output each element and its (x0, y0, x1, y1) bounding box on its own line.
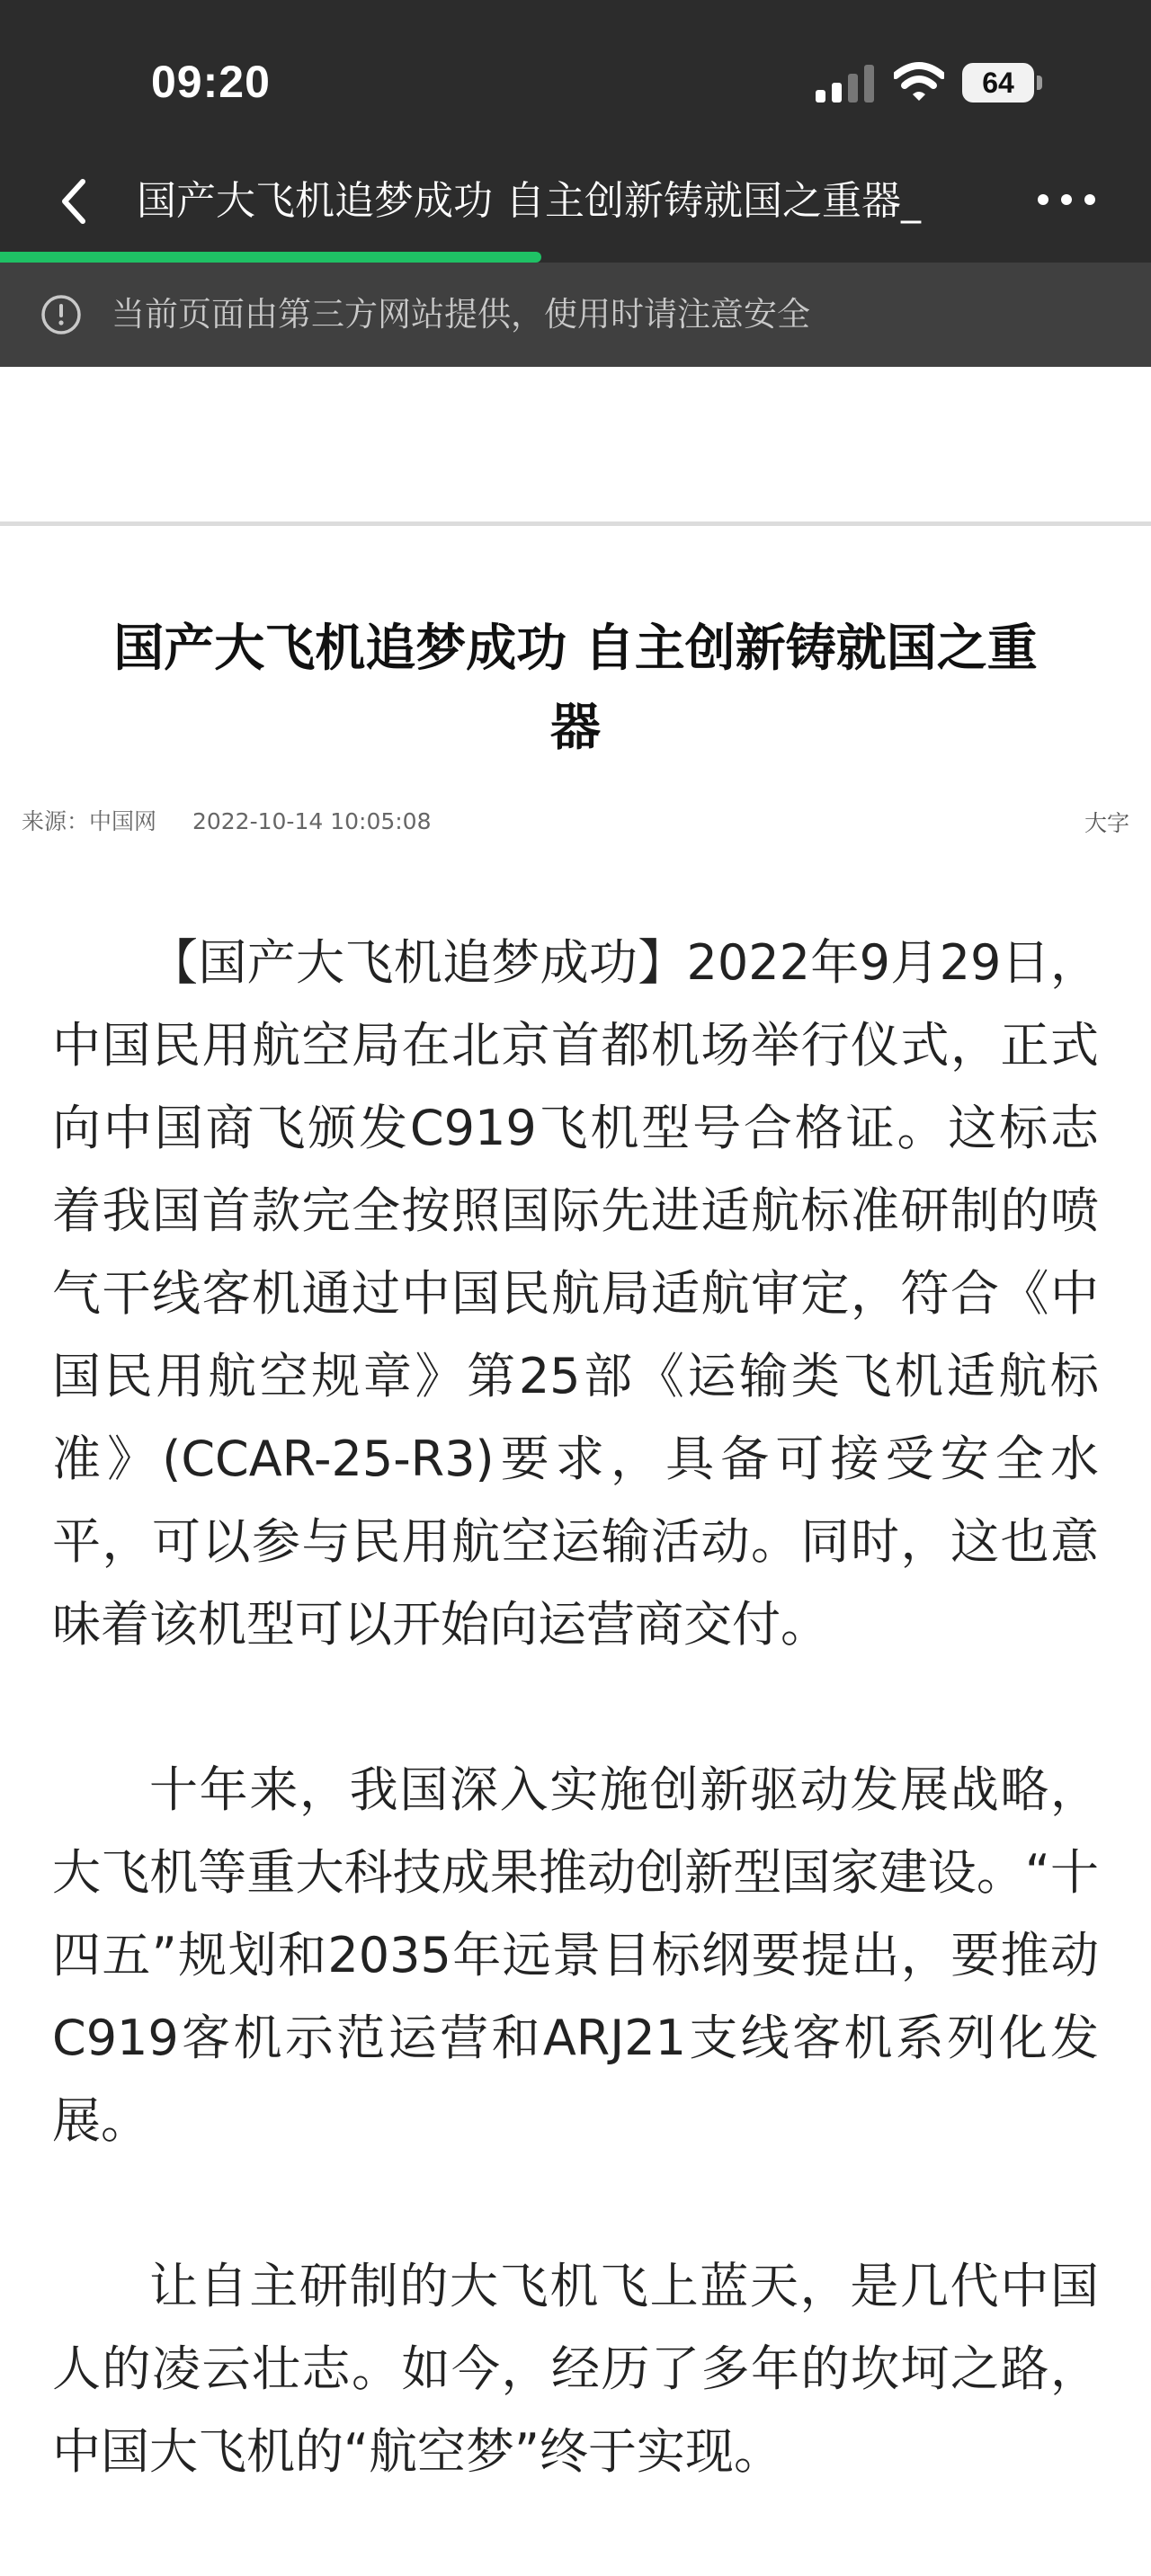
article-paragraph: 十年来，我国深入实施创新驱动发展战略，大飞机等重大科技成果推动创新型国家建设。“十四五”规划和2035年远景目标纲要提出，要推动C919客机示范运营和ARJ21支线客机系列化发展。 (52, 1761, 1099, 2149)
status-bar (0, 0, 1151, 162)
status-time: 09:20 (151, 57, 271, 107)
wifi-icon (894, 61, 944, 103)
info-circle-icon (40, 293, 83, 336)
article-date: 2022-10-14 10:05:08 (192, 808, 432, 834)
page-load-progress (0, 252, 1151, 263)
battery-indicator: 64 (962, 63, 1034, 103)
article-body (52, 922, 1099, 2576)
article-meta (22, 804, 431, 836)
article-paragraph: 【国产大飞机追梦成功】2022年9月29日，中国民用航空局在北京首都机场举行仪式，正式向中国商飞颁发C919飞机型号合格证。这标志着我国首款完全按照国际先进适航标准研制的喷气干线客机通过中国民航局适航审定，符合《中国民用航空规章》第25部《运输类飞机适航标准》(CCAR-25-R3)要求，具备可接受安全水平，可以参与民用航空运输活动。同时，这也意味着该机型可以开始向运营商交付。 (52, 934, 1099, 1653)
battery-tip (1037, 76, 1042, 90)
back-arrow-icon[interactable] (56, 173, 92, 230)
article-paragraph: 让自主研制的大飞机飞上蓝天，是几代中国人的凌云壮志。如今，经历了多年的坎坷之路，中国大飞机的“航空梦”终于实现。 (52, 2258, 1099, 2480)
page-title: 国产大飞机追梦成功 自主创新铸就国之重器_ (137, 178, 921, 224)
more-options-icon[interactable] (1034, 189, 1099, 210)
third-party-warning-text: 当前页面由第三方网站提供，使用时请注意安全 (112, 295, 810, 334)
article-source: 来源：中国网 (22, 808, 157, 834)
font-size-toggle[interactable]: 大字 (1084, 810, 1130, 836)
third-party-warning-bar (0, 263, 1151, 367)
nav-bar (0, 162, 1151, 263)
cellular-signal-icon (816, 65, 875, 103)
page-load-progress-fill (0, 252, 541, 263)
article-title: 国产大飞机追梦成功 自主创新铸就国之重器 (113, 619, 1038, 757)
header-divider (0, 521, 1151, 526)
